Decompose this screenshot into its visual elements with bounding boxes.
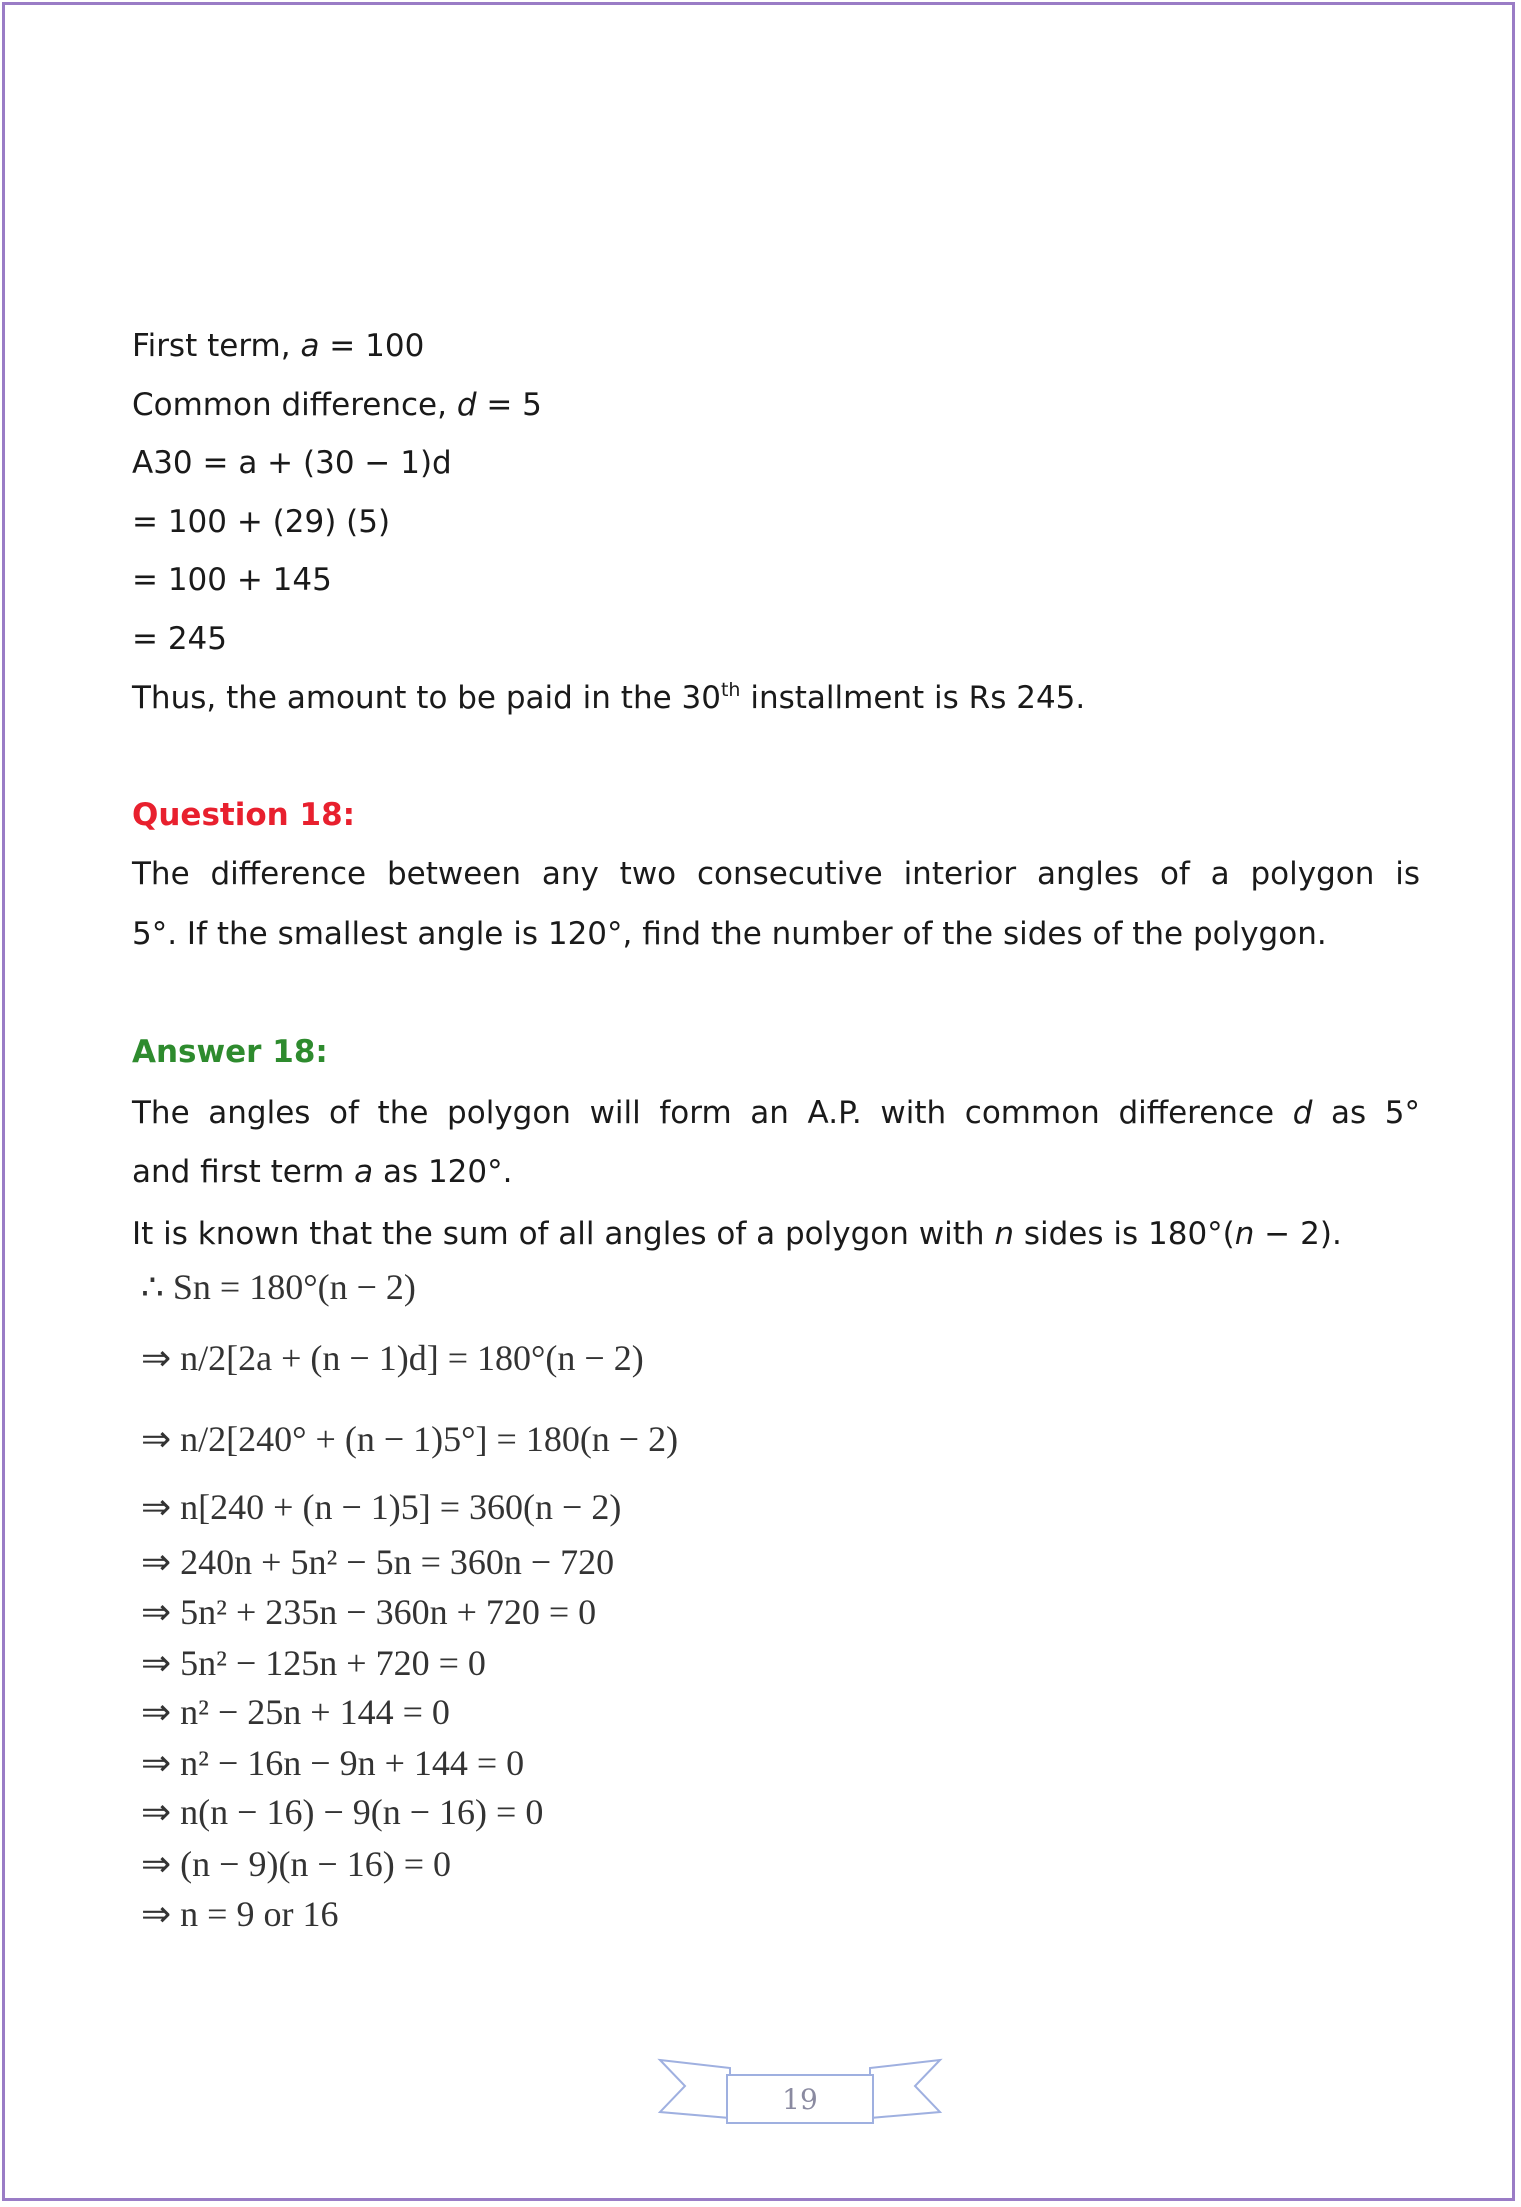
math-step: ⇒ n² − 25n + 144 = 0 (141, 1692, 450, 1732)
math-step: ⇒ n(n − 16) − 9(n − 16) = 0 (141, 1792, 544, 1832)
math-step: ∴ Sn = 180°(n − 2) (141, 1267, 416, 1307)
calc-line: = 100 + (29) (5) (132, 504, 391, 540)
question-text: 5°. If the smallest angle is 120°, find the number of the sides of the polygon. (132, 916, 1327, 952)
conclusion-line: Thus, the amount to be paid in the 30th installment is Rs 245. (132, 679, 1086, 716)
math-step: ⇒ 5n² + 235n − 360n + 720 = 0 (141, 1592, 597, 1632)
question-heading: Question 18: (132, 797, 356, 833)
calc-line: = 100 + 145 (132, 562, 332, 598)
calc-line: = 245 (132, 621, 227, 657)
answer-text: It is known that the sum of all angles of a polygon with n sides is 180°(n − 2). (132, 1216, 1342, 1252)
math-step: ⇒ n/2[240° + (n − 1)5°] = 180(n − 2) (141, 1419, 679, 1459)
first-term-line: First term, a = 100 (132, 328, 425, 364)
math-step: ⇒ 240n + 5n² − 5n = 360n − 720 (141, 1542, 615, 1582)
math-step: ⇒ n/2[2a + (n − 1)d] = 180°(n − 2) (141, 1338, 644, 1378)
a30-formula-line: A30 = a + (30 − 1)d (132, 445, 452, 481)
question-text: The difference between any two consecutive interior angles of a polygon is (132, 856, 1420, 892)
math-step: ⇒ n = 9 or 16 (141, 1894, 339, 1934)
common-difference-line: Common difference, d = 5 (132, 387, 542, 423)
answer-text: and first term a as 120°. (132, 1154, 513, 1190)
math-step: ⇒ n[240 + (n − 1)5] = 360(n − 2) (141, 1487, 622, 1527)
answer-heading: Answer 18: (132, 1034, 328, 1070)
math-step: ⇒ 5n² − 125n + 720 = 0 (141, 1643, 486, 1683)
math-step: ⇒ n² − 16n − 9n + 144 = 0 (141, 1743, 525, 1783)
math-step: ⇒ (n − 9)(n − 16) = 0 (141, 1844, 452, 1884)
page-number: 19 (782, 2083, 818, 2116)
answer-text: The angles of the polygon will form an A.P. with common difference d as 5° (132, 1095, 1420, 1131)
